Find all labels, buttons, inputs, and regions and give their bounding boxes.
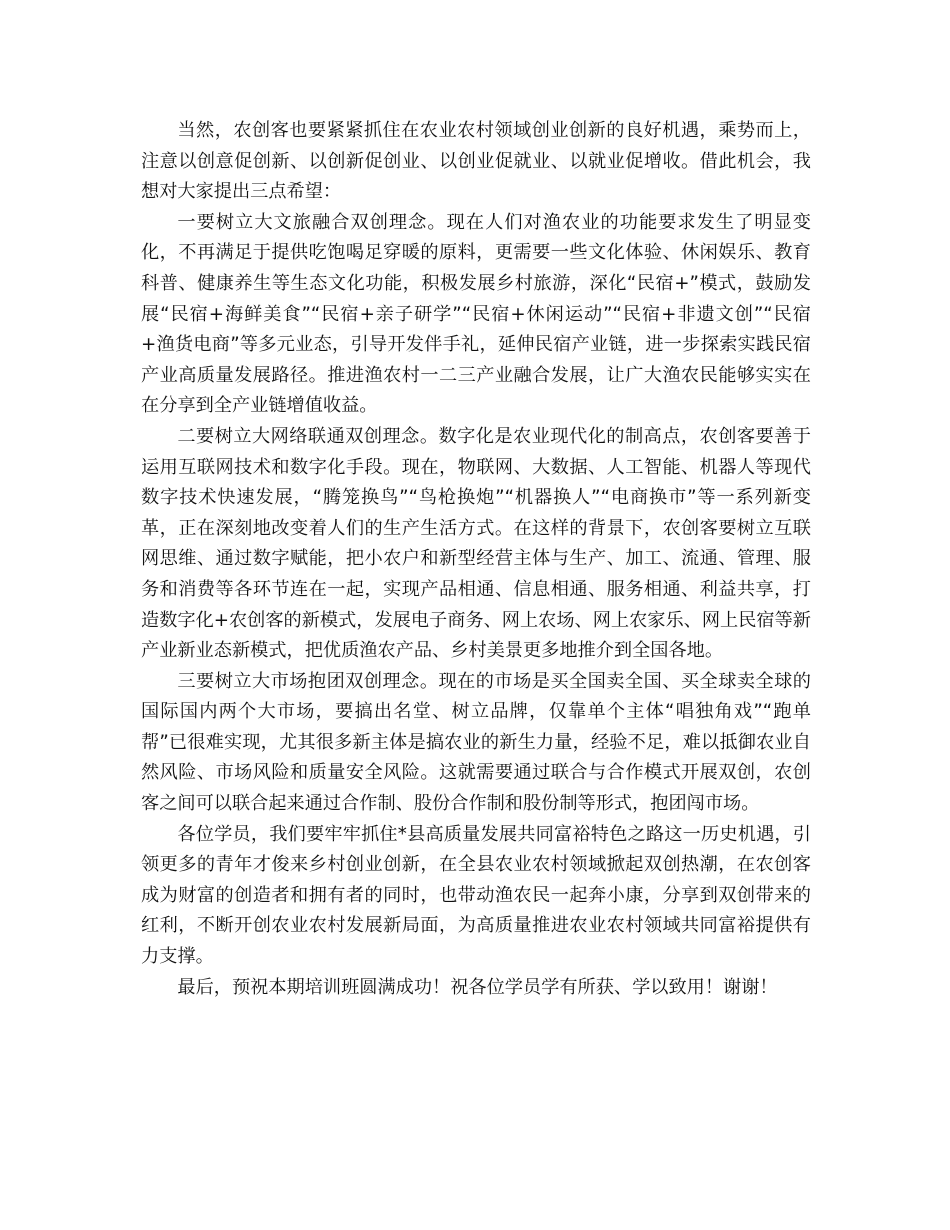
paragraph-second-hope: 二要树立大网络联通双创理念。数字化是农业现代化的制高点，农创客要善于运用互联网技术和数字化手段。现在，物联网、大数据、人工智能、机器人等现代数字技术快速发展，“腾笼换鸟”“鸟枪换炮”“机器换人”“电商换市”等一系列新变革，正在深刻地改变着人们的生产生活方式。在这样的背景下，农创客要树立互联网思维、通过数字赋能，把小农户和新型经营主体与生产、加工、流通、管理、服务和消费等各环节连在一起，实现产品相通、信息相通、服务相通、利益共享，打造数字化+农创客的新模式，发展电子商务、网上农场、网上农家乐、网上民宿等新产业新业态新模式，把优质渔农产品、乡村美景更多地推介到全国各地。 xyxy=(141,425,811,662)
document-body xyxy=(141,116,811,1003)
paragraph-call-to-action: 各位学员，我们要牢牢抓住*县高质量发展共同富裕特色之路这一历史机遇，引领更多的青年才俊来乡村创业创新，在全县农业农村领域掀起双创热潮，在农创客成为财富的创造者和拥有者的同时，也带动渔农民一起奔小康，分享到双创带来的红利，不断开创农业农村发展新局面，为高质量推进农业农村领域共同富裕提供有力支撑。 xyxy=(141,823,811,968)
paragraph-intro: 当然，农创客也要紧紧抓住在农业农村领域创业创新的良好机遇，乘势而上，注意以创意促创新、以创新促创业、以创业促就业、以就业促增收。借此机会，我想对大家提出三点希望： xyxy=(141,120,811,203)
paragraph-first-hope: 一要树立大文旅融合双创理念。现在人们对渔农业的功能要求发生了明显变化，不再满足于提供吃饱喝足穿暖的原料，更需要一些文化体验、休闲娱乐、教育科普、健康养生等生态文化功能，积极发展乡村旅游，深化“民宿+”模式，鼓励发展“民宿+海鲜美食”“民宿+亲子研学”“民宿+休闲运动”“民宿+非遗文创”“民宿+渔货电商”等多元业态，引导开发伴手礼，延伸民宿产业链，进一步探索实践民宿产业高质量发展路径。推进渔农村一二三产业融合发展，让广大渔农民能够实实在在分享到全产业链增值收益。 xyxy=(141,211,811,417)
paragraph-third-hope: 三要树立大市场抱团双创理念。现在的市场是买全国卖全国、买全球卖全球的国际国内两个大市场，要搞出名堂、树立品牌，仅靠单个主体“唱独角戏”“跑单帮”已很难实现，尤其很多新主体是搞农业的新生力量，经验不足，难以抵御农业自然风险、市场风险和质量安全风险。这就需要通过联合与合作模式开展双创，农创客之间可以联合起来通过合作制、股份合作制和股份制等形式，抱团闯市场。 xyxy=(141,670,811,815)
paragraph-closing: 最后，预祝本期培训班圆满成功！祝各位学员学有所获、学以致用！谢谢！ xyxy=(177,976,778,998)
